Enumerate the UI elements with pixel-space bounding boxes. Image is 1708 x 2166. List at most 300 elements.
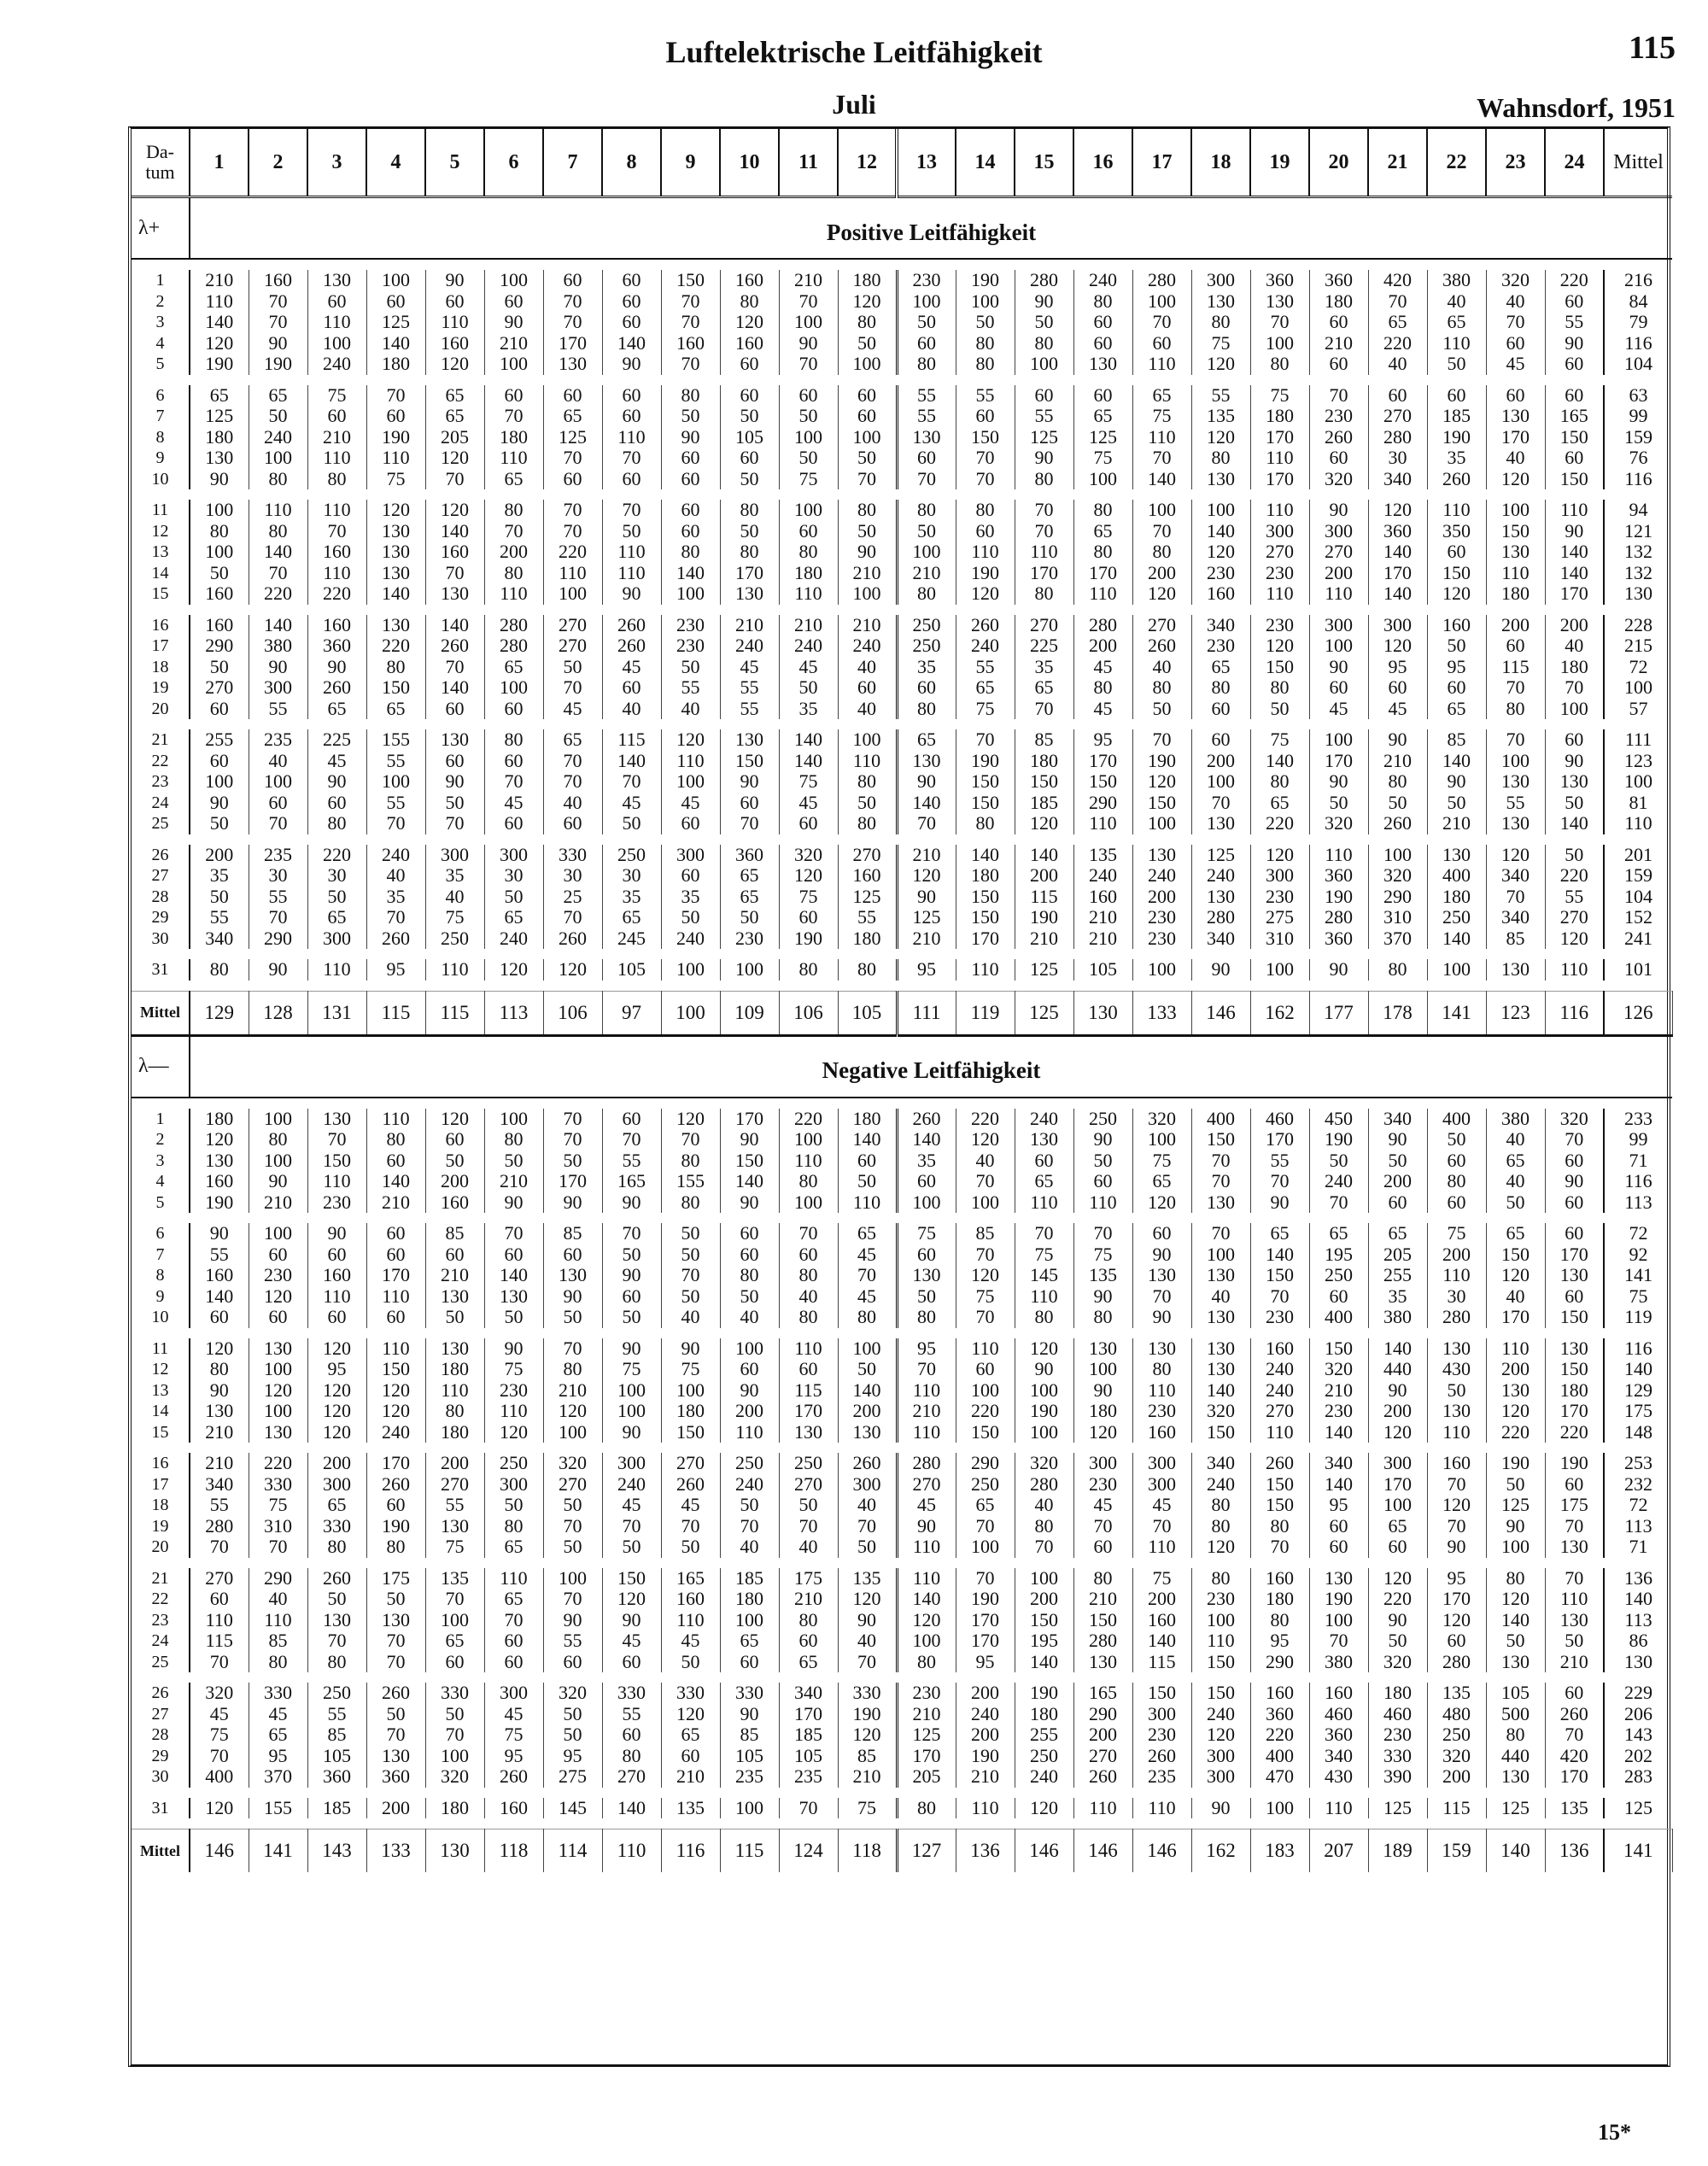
value-cell: 30 bbox=[602, 865, 661, 887]
value-cell: 150 bbox=[956, 793, 1015, 814]
hourly-mean-cell: 143 bbox=[307, 1829, 366, 1873]
value-cell: 45 bbox=[602, 1495, 661, 1516]
value-cell: 110 bbox=[1132, 1537, 1191, 1558]
section-title: Positive Leitfähigkeit bbox=[190, 197, 1672, 260]
value-cell: 130 bbox=[1073, 1338, 1132, 1360]
value-cell: 340 bbox=[1309, 1453, 1368, 1474]
value-cell: 270 bbox=[1250, 542, 1309, 563]
value-cell: 100 bbox=[1191, 500, 1250, 521]
row-mean-cell: 202 bbox=[1604, 1746, 1672, 1767]
value-cell: 130 bbox=[307, 270, 366, 291]
value-cell: 220 bbox=[1250, 813, 1309, 834]
row-group-spacer bbox=[132, 1672, 1672, 1683]
value-cell: 330 bbox=[543, 845, 602, 866]
value-cell: 60 bbox=[1545, 291, 1604, 313]
value-cell: 120 bbox=[1132, 583, 1191, 605]
column-header-hour-24: 24 bbox=[1545, 129, 1604, 197]
value-cell: 45 bbox=[307, 751, 366, 772]
value-cell: 35 bbox=[602, 887, 661, 908]
value-cell: 70 bbox=[1191, 1150, 1250, 1172]
value-cell: 100 bbox=[1250, 959, 1309, 981]
value-cell: 320 bbox=[779, 845, 838, 866]
row-date: 22 bbox=[132, 751, 190, 772]
value-cell: 30 bbox=[484, 865, 543, 887]
row-mean-cell: 72 bbox=[1604, 1223, 1672, 1244]
value-cell: 130 bbox=[1191, 813, 1250, 834]
value-cell: 55 bbox=[897, 406, 956, 427]
value-cell: 340 bbox=[1309, 1746, 1368, 1767]
value-cell: 130 bbox=[1545, 1265, 1604, 1286]
value-cell: 60 bbox=[897, 448, 956, 469]
value-cell: 160 bbox=[249, 270, 307, 291]
value-cell: 360 bbox=[307, 635, 366, 657]
value-cell: 130 bbox=[1191, 1192, 1250, 1214]
value-cell: 70 bbox=[425, 1589, 484, 1610]
hourly-mean-cell: 111 bbox=[897, 991, 956, 1035]
value-cell: 60 bbox=[543, 270, 602, 291]
value-cell: 45 bbox=[1132, 1495, 1191, 1516]
row-group-spacer bbox=[132, 1213, 1672, 1223]
hourly-mean-cell: 114 bbox=[543, 1829, 602, 1873]
value-cell: 50 bbox=[779, 677, 838, 699]
value-cell: 70 bbox=[1545, 1568, 1604, 1589]
value-cell: 70 bbox=[602, 1516, 661, 1537]
value-cell: 35 bbox=[897, 657, 956, 678]
value-cell: 40 bbox=[838, 1495, 897, 1516]
value-cell: 60 bbox=[1427, 385, 1486, 407]
value-cell: 280 bbox=[1073, 1630, 1132, 1652]
row-date: 31 bbox=[132, 959, 190, 981]
row-date: 30 bbox=[132, 1766, 190, 1788]
value-cell: 75 bbox=[366, 469, 425, 490]
value-cell: 70 bbox=[543, 291, 602, 313]
value-cell: 140 bbox=[1427, 928, 1486, 950]
value-cell: 50 bbox=[425, 1307, 484, 1328]
value-cell: 110 bbox=[1427, 1265, 1486, 1286]
value-cell: 160 bbox=[190, 1265, 249, 1286]
value-cell: 50 bbox=[366, 1589, 425, 1610]
value-cell: 110 bbox=[366, 448, 425, 469]
row-group-spacer bbox=[132, 719, 1672, 729]
value-cell: 230 bbox=[1132, 928, 1191, 950]
value-cell: 320 bbox=[1132, 1109, 1191, 1130]
value-cell: 50 bbox=[543, 1307, 602, 1328]
value-cell: 95 bbox=[1427, 1568, 1486, 1589]
value-cell: 390 bbox=[1368, 1766, 1427, 1788]
value-cell: 140 bbox=[1545, 813, 1604, 834]
value-cell: 80 bbox=[1015, 1307, 1073, 1328]
value-cell: 100 bbox=[425, 1610, 484, 1631]
spacer-cell bbox=[132, 1443, 1672, 1453]
value-cell: 225 bbox=[1015, 635, 1073, 657]
value-cell: 90 bbox=[190, 1223, 249, 1244]
value-cell: 165 bbox=[1073, 1683, 1132, 1704]
value-cell: 130 bbox=[366, 615, 425, 636]
value-cell: 100 bbox=[1427, 959, 1486, 981]
value-cell: 80 bbox=[1368, 959, 1427, 981]
value-cell: 60 bbox=[1015, 385, 1073, 407]
row-date: 3 bbox=[132, 312, 190, 333]
value-cell: 140 bbox=[1309, 1422, 1368, 1443]
value-cell: 75 bbox=[190, 1724, 249, 1746]
section-symbol: λ— bbox=[132, 1035, 190, 1098]
value-cell: 70 bbox=[543, 1338, 602, 1360]
value-cell: 80 bbox=[543, 1359, 602, 1380]
value-cell: 120 bbox=[1015, 813, 1073, 834]
value-cell: 260 bbox=[366, 1683, 425, 1704]
value-cell: 60 bbox=[1368, 385, 1427, 407]
value-cell: 85 bbox=[425, 1223, 484, 1244]
value-cell: 200 bbox=[1427, 1766, 1486, 1788]
value-cell: 45 bbox=[661, 793, 720, 814]
value-cell: 60 bbox=[661, 521, 720, 542]
value-cell: 60 bbox=[1545, 1192, 1604, 1214]
value-cell: 250 bbox=[779, 1453, 838, 1474]
value-cell: 65 bbox=[1015, 677, 1073, 699]
value-cell: 45 bbox=[1073, 657, 1132, 678]
value-cell: 140 bbox=[190, 1286, 249, 1308]
value-cell: 80 bbox=[779, 1265, 838, 1286]
value-cell: 65 bbox=[425, 385, 484, 407]
value-cell: 80 bbox=[956, 813, 1015, 834]
value-cell: 80 bbox=[249, 1652, 307, 1673]
value-cell: 190 bbox=[366, 427, 425, 448]
row-mean-cell: 110 bbox=[1604, 813, 1672, 834]
value-cell: 80 bbox=[1191, 677, 1250, 699]
value-cell: 290 bbox=[956, 1453, 1015, 1474]
value-cell: 270 bbox=[1368, 406, 1427, 427]
value-cell: 50 bbox=[543, 1537, 602, 1558]
row-date: 16 bbox=[132, 1453, 190, 1474]
value-cell: 110 bbox=[1250, 448, 1309, 469]
value-cell: 220 bbox=[543, 542, 602, 563]
spacer-cell bbox=[132, 1328, 1672, 1338]
value-cell: 60 bbox=[602, 270, 661, 291]
row-date: 2 bbox=[132, 291, 190, 313]
value-cell: 70 bbox=[897, 813, 956, 834]
value-cell: 185 bbox=[307, 1798, 366, 1819]
value-cell: 125 bbox=[1191, 845, 1250, 866]
row-mean-cell: 241 bbox=[1604, 928, 1672, 950]
value-cell: 130 bbox=[1191, 469, 1250, 490]
value-cell: 300 bbox=[1191, 270, 1250, 291]
value-cell: 110 bbox=[425, 1380, 484, 1402]
value-cell: 65 bbox=[307, 1495, 366, 1516]
value-cell: 190 bbox=[956, 1746, 1015, 1767]
value-cell: 80 bbox=[661, 1150, 720, 1172]
column-header-hour-16: 16 bbox=[1073, 129, 1132, 197]
row-date: 26 bbox=[132, 845, 190, 866]
table-row bbox=[132, 1798, 1672, 1819]
row-mean-cell: 72 bbox=[1604, 1495, 1672, 1516]
value-cell: 70 bbox=[1309, 1630, 1368, 1652]
value-cell: 100 bbox=[1015, 1422, 1073, 1443]
value-cell: 50 bbox=[661, 1537, 720, 1558]
value-cell: 275 bbox=[543, 1766, 602, 1788]
value-cell: 210 bbox=[366, 1192, 425, 1214]
table-row bbox=[132, 427, 1672, 448]
value-cell: 70 bbox=[779, 354, 838, 375]
page-title: Luftelektrische Leitfähigkeit bbox=[665, 35, 1043, 69]
value-cell: 150 bbox=[956, 427, 1015, 448]
value-cell: 240 bbox=[1191, 1474, 1250, 1496]
value-cell: 60 bbox=[484, 813, 543, 834]
value-cell: 60 bbox=[897, 1171, 956, 1192]
value-cell: 95 bbox=[1427, 657, 1486, 678]
value-cell: 55 bbox=[1015, 406, 1073, 427]
table-row bbox=[132, 1338, 1672, 1360]
row-mean-cell: 229 bbox=[1604, 1683, 1672, 1704]
value-cell: 70 bbox=[897, 1359, 956, 1380]
value-cell: 210 bbox=[838, 1766, 897, 1788]
value-cell: 130 bbox=[1545, 1537, 1604, 1558]
spacer-cell bbox=[132, 1098, 1672, 1109]
value-cell: 70 bbox=[661, 354, 720, 375]
value-cell: 160 bbox=[1427, 1453, 1486, 1474]
value-cell: 95 bbox=[956, 1652, 1015, 1673]
value-cell: 60 bbox=[1368, 1537, 1427, 1558]
value-cell: 40 bbox=[425, 887, 484, 908]
value-cell: 210 bbox=[249, 1192, 307, 1214]
value-cell: 130 bbox=[543, 354, 602, 375]
value-cell: 140 bbox=[366, 583, 425, 605]
table-row bbox=[132, 448, 1672, 469]
value-cell: 270 bbox=[190, 677, 249, 699]
value-cell: 45 bbox=[190, 1704, 249, 1725]
value-cell: 60 bbox=[1191, 699, 1250, 720]
value-cell: 100 bbox=[956, 291, 1015, 313]
row-date: 1 bbox=[132, 1109, 190, 1130]
value-cell: 80 bbox=[366, 1537, 425, 1558]
value-cell: 80 bbox=[1486, 699, 1545, 720]
value-cell: 60 bbox=[249, 1307, 307, 1328]
value-cell: 290 bbox=[249, 1568, 307, 1589]
value-cell: 105 bbox=[779, 1746, 838, 1767]
table-row bbox=[132, 333, 1672, 354]
hourly-mean-cell: 115 bbox=[366, 991, 425, 1035]
value-cell: 370 bbox=[1368, 928, 1427, 950]
value-cell: 110 bbox=[956, 542, 1015, 563]
value-cell: 140 bbox=[1368, 542, 1427, 563]
value-cell: 125 bbox=[1015, 427, 1073, 448]
value-cell: 140 bbox=[602, 751, 661, 772]
value-cell: 60 bbox=[1309, 1516, 1368, 1537]
hourly-mean-cell: 146 bbox=[1073, 1829, 1132, 1873]
value-cell: 60 bbox=[602, 1724, 661, 1746]
value-cell: 360 bbox=[1250, 270, 1309, 291]
value-cell: 80 bbox=[307, 1537, 366, 1558]
value-cell: 75 bbox=[661, 1359, 720, 1380]
value-cell: 300 bbox=[425, 845, 484, 866]
table-row bbox=[132, 1610, 1672, 1631]
value-cell: 70 bbox=[543, 1589, 602, 1610]
value-cell: 110 bbox=[897, 1380, 956, 1402]
row-mean-cell: 152 bbox=[1604, 907, 1672, 928]
value-cell: 95 bbox=[897, 1338, 956, 1360]
value-cell: 100 bbox=[249, 1150, 307, 1172]
value-cell: 160 bbox=[720, 270, 779, 291]
value-cell: 50 bbox=[661, 907, 720, 928]
column-header-hour-10: 10 bbox=[720, 129, 779, 197]
value-cell: 140 bbox=[425, 677, 484, 699]
row-mean-cell: 94 bbox=[1604, 500, 1672, 521]
value-cell: 55 bbox=[838, 907, 897, 928]
value-cell: 100 bbox=[425, 1746, 484, 1767]
value-cell: 210 bbox=[661, 1766, 720, 1788]
value-cell: 120 bbox=[307, 1401, 366, 1422]
table-row bbox=[132, 1568, 1672, 1589]
value-cell: 40 bbox=[1486, 1171, 1545, 1192]
value-cell: 45 bbox=[543, 699, 602, 720]
value-cell: 90 bbox=[1545, 1171, 1604, 1192]
value-cell: 70 bbox=[1015, 500, 1073, 521]
value-cell: 120 bbox=[425, 500, 484, 521]
value-cell: 180 bbox=[1015, 1704, 1073, 1725]
value-cell: 80 bbox=[897, 1307, 956, 1328]
value-cell: 120 bbox=[1486, 1401, 1545, 1422]
value-cell: 85 bbox=[307, 1724, 366, 1746]
table-row bbox=[132, 583, 1672, 605]
value-cell: 140 bbox=[366, 333, 425, 354]
value-cell: 60 bbox=[956, 521, 1015, 542]
value-cell: 70 bbox=[956, 448, 1015, 469]
value-cell: 110 bbox=[1250, 583, 1309, 605]
table-row bbox=[132, 1223, 1672, 1244]
value-cell: 70 bbox=[779, 291, 838, 313]
value-cell: 125 bbox=[1486, 1798, 1545, 1819]
value-cell: 110 bbox=[1309, 1798, 1368, 1819]
value-cell: 120 bbox=[1368, 1568, 1427, 1589]
value-cell: 55 bbox=[1486, 793, 1545, 814]
value-cell: 110 bbox=[1015, 1286, 1073, 1308]
value-cell: 85 bbox=[956, 1223, 1015, 1244]
value-cell: 60 bbox=[543, 385, 602, 407]
value-cell: 90 bbox=[1545, 751, 1604, 772]
table-row bbox=[132, 1589, 1672, 1610]
row-date: 15 bbox=[132, 1422, 190, 1443]
value-cell: 175 bbox=[1545, 1495, 1604, 1516]
value-cell: 150 bbox=[1132, 1683, 1191, 1704]
hourly-mean-cell: 178 bbox=[1368, 991, 1427, 1035]
row-group-spacer bbox=[132, 375, 1672, 385]
value-cell: 130 bbox=[1486, 406, 1545, 427]
value-cell: 75 bbox=[1250, 729, 1309, 751]
value-cell: 95 bbox=[1368, 657, 1427, 678]
value-cell: 80 bbox=[1250, 771, 1309, 793]
value-cell: 60 bbox=[720, 448, 779, 469]
value-cell: 60 bbox=[1073, 333, 1132, 354]
value-cell: 70 bbox=[1250, 1171, 1309, 1192]
value-cell: 130 bbox=[307, 1610, 366, 1631]
value-cell: 130 bbox=[425, 1516, 484, 1537]
value-cell: 70 bbox=[602, 1223, 661, 1244]
value-cell: 120 bbox=[249, 1380, 307, 1402]
value-cell: 115 bbox=[1427, 1798, 1486, 1819]
value-cell: 60 bbox=[1427, 1630, 1486, 1652]
value-cell: 50 bbox=[1545, 793, 1604, 814]
value-cell: 180 bbox=[1250, 406, 1309, 427]
value-cell: 230 bbox=[1309, 406, 1368, 427]
value-cell: 270 bbox=[543, 635, 602, 657]
table-row bbox=[132, 1129, 1672, 1150]
value-cell: 250 bbox=[425, 928, 484, 950]
value-cell: 60 bbox=[1309, 312, 1368, 333]
value-cell: 270 bbox=[425, 1474, 484, 1496]
value-cell: 90 bbox=[720, 1704, 779, 1725]
value-cell: 65 bbox=[1368, 312, 1427, 333]
value-cell: 65 bbox=[956, 1495, 1015, 1516]
value-cell: 70 bbox=[484, 1610, 543, 1631]
value-cell: 250 bbox=[1427, 907, 1486, 928]
value-cell: 65 bbox=[484, 657, 543, 678]
value-cell: 70 bbox=[543, 677, 602, 699]
value-cell: 45 bbox=[897, 1495, 956, 1516]
value-cell: 70 bbox=[1250, 1537, 1309, 1558]
value-cell: 120 bbox=[1368, 500, 1427, 521]
value-cell: 140 bbox=[1486, 1610, 1545, 1631]
value-cell: 35 bbox=[1427, 448, 1486, 469]
hourly-mean-cell: 130 bbox=[1073, 991, 1132, 1035]
value-cell: 150 bbox=[720, 751, 779, 772]
hourly-mean-cell: 106 bbox=[543, 991, 602, 1035]
value-cell: 90 bbox=[543, 1610, 602, 1631]
value-cell: 300 bbox=[1132, 1453, 1191, 1474]
value-cell: 70 bbox=[838, 1265, 897, 1286]
value-cell: 120 bbox=[425, 354, 484, 375]
section-header-row bbox=[132, 1035, 1672, 1098]
row-mean-cell: 119 bbox=[1604, 1307, 1672, 1328]
value-cell: 75 bbox=[1073, 448, 1132, 469]
value-cell: 95 bbox=[1073, 729, 1132, 751]
value-cell: 130 bbox=[1191, 887, 1250, 908]
value-cell: 200 bbox=[1132, 887, 1191, 908]
column-header-hour-11: 11 bbox=[779, 129, 838, 197]
table-row bbox=[132, 751, 1672, 772]
value-cell: 60 bbox=[366, 406, 425, 427]
value-cell: 120 bbox=[897, 1610, 956, 1631]
value-cell: 80 bbox=[249, 1129, 307, 1150]
value-cell: 65 bbox=[425, 406, 484, 427]
value-cell: 130 bbox=[484, 1286, 543, 1308]
value-cell: 70 bbox=[661, 312, 720, 333]
value-cell: 60 bbox=[190, 699, 249, 720]
value-cell: 50 bbox=[602, 1307, 661, 1328]
value-cell: 140 bbox=[838, 1129, 897, 1150]
value-cell: 230 bbox=[249, 1265, 307, 1286]
value-cell: 440 bbox=[1368, 1359, 1427, 1380]
hourly-mean-cell: 124 bbox=[779, 1829, 838, 1873]
value-cell: 190 bbox=[1309, 887, 1368, 908]
column-header-hour-7: 7 bbox=[543, 129, 602, 197]
value-cell: 230 bbox=[1250, 615, 1309, 636]
value-cell: 45 bbox=[249, 1704, 307, 1725]
value-cell: 130 bbox=[1191, 1359, 1250, 1380]
value-cell: 110 bbox=[779, 1150, 838, 1172]
value-cell: 260 bbox=[602, 615, 661, 636]
value-cell: 120 bbox=[1132, 1192, 1191, 1214]
value-cell: 330 bbox=[720, 1683, 779, 1704]
value-cell: 150 bbox=[307, 1150, 366, 1172]
value-cell: 130 bbox=[720, 729, 779, 751]
value-cell: 260 bbox=[484, 1766, 543, 1788]
value-cell: 190 bbox=[249, 354, 307, 375]
value-cell: 370 bbox=[249, 1766, 307, 1788]
value-cell: 115 bbox=[779, 1380, 838, 1402]
value-cell: 100 bbox=[897, 1630, 956, 1652]
value-cell: 210 bbox=[897, 1704, 956, 1725]
value-cell: 220 bbox=[1368, 333, 1427, 354]
row-date: 12 bbox=[132, 1359, 190, 1380]
